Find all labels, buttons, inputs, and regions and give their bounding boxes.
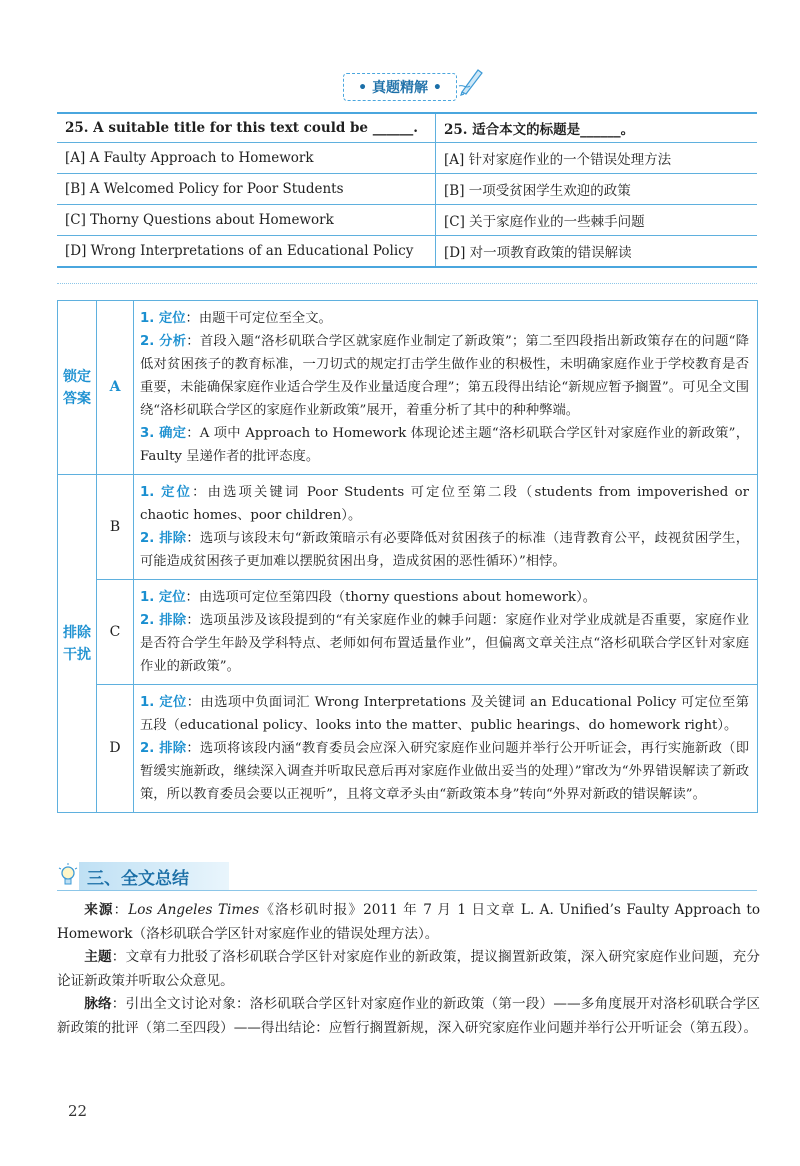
lock-answer-text (134, 301, 758, 475)
question-stem-en: 25. A suitable title for this text could be ______. (57, 113, 436, 143)
question-stem-row (57, 113, 757, 143)
distractor-option: C (97, 580, 134, 685)
analysis-table (57, 300, 758, 813)
source-italic: Los Angeles Times (128, 902, 260, 918)
summary-section-heading (57, 862, 757, 891)
step-text: ：由选项中负面词汇 Wrong Interpretations 及关键词 an Educational Policy 可定位至第五段（educational policy、looks into the matter、public hearings、do homework right）。 (140, 695, 749, 733)
question-table (57, 112, 757, 268)
option-en: [C] Thorny Questions about Homework (57, 205, 436, 236)
distractor-row (58, 685, 758, 813)
distractor-option: B (97, 475, 134, 580)
option-row (57, 174, 757, 205)
context-label: 脉络 (84, 996, 112, 1012)
theme-label: 主题 (84, 949, 112, 965)
distractor-row (58, 475, 758, 580)
source-label: 来源 (84, 902, 114, 918)
badge-label: • 真题精解 • (358, 80, 442, 96)
option-en: [D] Wrong Interpretations of an Educational Policy (57, 236, 436, 268)
theme-text: ：文章有力批驳了洛杉矶联合学区针对家庭作业的新政策，提议搁置新政策，深入研究家庭作业问题，充分论证新政策并听取公众意见。 (57, 949, 760, 989)
summary-theme (57, 946, 760, 993)
exclude-distractor-label: 排除干扰 (58, 475, 97, 813)
step-label: 1. 定位 (140, 695, 187, 710)
lightbulb-icon (57, 862, 79, 888)
option-en: [B] A Welcomed Policy for Poor Students (57, 174, 436, 205)
option-zh: [A] 针对家庭作业的一个错误处理方法 (436, 143, 758, 174)
step-text: ：选项与该段末句“新政策暗示有必要降低对贫困孩子的标准（违背教育公平，歧视贫困学生，可能造成贫困孩子更加难以摆脱贫困出身，造成贫困的恶性循环）”相悖。 (140, 531, 749, 569)
step-label: 2. 排除 (140, 741, 187, 756)
step-text: ：选项将该段内涵“教育委员会应深入研究家庭作业问题并举行公开听证会，再行实施新政（即暂缓实施新政，继续深入调查并听取民意后再对家庭作业做出妥当的处理）”窜改为“外界错误解读了新政策，所以教育委员会要以正视听”，且将文章矛头由“新政策本身”转向“外界对新政的错误解读”。 (140, 741, 749, 802)
distractor-option: D (97, 685, 134, 813)
step-text: ：由选项可定位至第四段（thorny questions about homework）。 (185, 590, 597, 605)
question-stem-zh: 25. 适合本文的标题是______。 (436, 113, 758, 143)
summary-context (57, 993, 760, 1040)
dotted-divider (57, 283, 757, 284)
step-text: ：A 项中 Approach to Homework 体现论述主题“洛杉矶联合学区针对家庭作业的新政策”，Faulty 呈递作者的批评态度。 (140, 426, 749, 464)
step-text: ：选项虽涉及该段提到的“有关家庭作业的棘手问题：家庭作业对学业成就是否重要，家庭作业是否符合学生年龄及学科特点、老师如何布置适量作业”，但偏离文章关注点“洛杉矶联合学区针对家庭作业的新政策”。 (140, 613, 749, 674)
step-label: 2. 排除 (140, 531, 187, 546)
option-zh: [B] 一项受贫困学生欢迎的政策 (436, 174, 758, 205)
option-en: [A] A Faulty Approach to Homework (57, 143, 436, 174)
step-label: 1. 定位 (140, 485, 193, 500)
option-row (57, 205, 757, 236)
section-badge-wrap (0, 73, 800, 101)
step-label: 2. 排除 (140, 613, 187, 628)
pen-icon (458, 66, 486, 96)
option-row (57, 143, 757, 174)
exam-analysis-badge (343, 73, 457, 101)
lock-answer-row (58, 301, 758, 475)
step-text: ：首段入题“洛杉矶联合学区就家庭作业制定了新政策”；第二至四段指出新政策存在的问题“降低对贫困孩子的教育标准，一刀切式的规定打击学生做作业的积极性，未明确家庭作业于学校教育是否重要，未能确保家庭作业适合学生及作业量适度合理”；第五段得出结论“新规应暂予搁置”。可见全文围绕“洛杉矶联合学区的家庭作业新政策”展开，着重分析了其中的种种弊端。 (140, 334, 749, 418)
page-number: 22 (68, 1102, 88, 1120)
distractor-text (134, 475, 758, 580)
distractor-row (58, 580, 758, 685)
step-text: ：由选项关键词 Poor Students 可定位至第二段（students from impoverished or chaotic homes、poor children）。 (140, 485, 749, 523)
summary-source (57, 899, 760, 946)
context-text: ：引出全文讨论对象：洛杉矶联合学区针对家庭作业的新政策（第一段）——多角度展开对洛杉矶联合学区新政策的批评（第二至四段）——得出结论：应暂行搁置新规，深入研究家庭作业问题并举行公开听证会（第五段）。 (57, 996, 761, 1036)
step-text: ：由题干可定位至全文。 (185, 311, 332, 326)
source-text: 《洛杉矶时报》2011 年 7 月 1 日文章 L. A. Unified’s Faulty Approach to Homework（洛杉矶联合学区针对家庭作业的错误处理方法）。 (57, 902, 761, 942)
option-zh: [D] 对一项教育政策的错误解读 (436, 236, 758, 268)
step-label: 3. 确定 (140, 426, 187, 441)
distractor-text (134, 580, 758, 685)
step-label: 2. 分析 (140, 334, 187, 349)
summary-block (57, 899, 760, 1040)
section-title: 三、全文总结 (79, 862, 229, 891)
distractor-text (134, 685, 758, 813)
answer-option: A (97, 301, 134, 475)
section-underline (57, 890, 757, 891)
option-row (57, 236, 757, 268)
source-colon: ： (113, 902, 129, 918)
step-label: 1. 定位 (140, 311, 186, 326)
lock-answer-label: 锁定答案 (58, 301, 97, 475)
option-zh: [C] 关于家庭作业的一些棘手问题 (436, 205, 758, 236)
step-label: 1. 定位 (140, 590, 186, 605)
